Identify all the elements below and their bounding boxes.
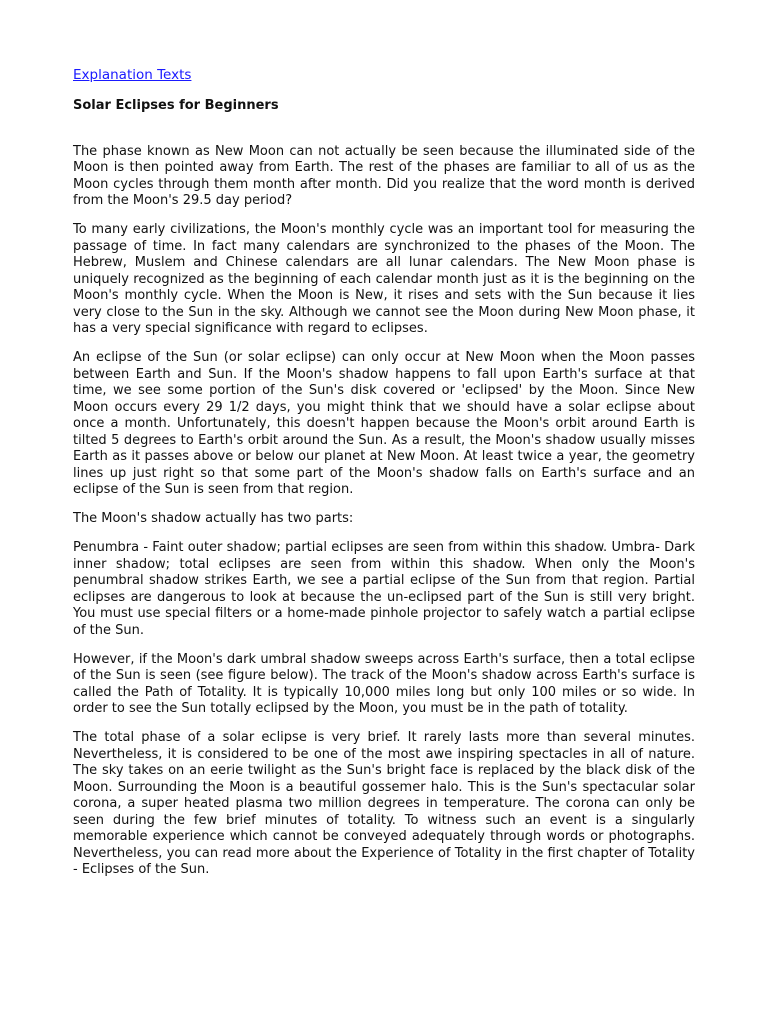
paragraph-early-civilizations: To many early civilizations, the Moon's monthly cycle was an important tool for measuring the passage of time. In fact many calendars are synchronized to the phases of the Moon. The Hebrew, Muslem and Chinese calendars are all lunar calendars. The New Moon phase is uniquely recognized as the beginning of each calendar month just as it is the beginning on the Moon's monthly cycle. When the Moon is New, it rises and sets with the Sun because it lies very close to the Sun in the sky. Although we cannot see the Moon during New Moon phase, it has a very special significance with regard to eclipses. <box>73 222 695 336</box>
paragraph-penumbra-umbra: Penumbra - Faint outer shadow; partial eclipses are seen from within this shadow. Umbra- Dark inner shadow; total eclipses are seen from within this shadow. When only the Moon's penumbral shadow strikes Earth, we see a partial eclipse of the Sun from that region. Partial eclipses are dangerous to look at because the un-eclipsed part of the Sun is still very bright. You must use special filters or a home-made pinhole projector to safely watch a partial eclipse of the Sun. <box>73 540 695 638</box>
explanation-texts-link[interactable]: Explanation Texts <box>73 67 192 83</box>
paragraph-shadow-parts: The Moon's shadow actually has two parts: <box>73 511 354 526</box>
paragraph-total-phase: The total phase of a solar eclipse is very brief. It rarely lasts more than several minutes. Nevertheless, it is considered to be one of the most awe inspiring spectacles in all of nature. The sky takes on an eerie twilight as the Sun's bright face is replaced by the black disk of the Moon. Surrounding the Moon is a beautiful gossemer halo. This is the Sun's spectacular solar corona, a super heated plasma two million degrees in temperature. The corona can only be seen during the few brief minutes of totality. To witness such an event is a singularly memorable experience which cannot be conveyed adequately through words or photographs. Nevertheless, you can read more about the Experience of Totality in the first chapter of Totality - Eclipses of the Sun. <box>73 730 695 877</box>
document-page <box>73 66 695 891</box>
document-body <box>73 144 695 879</box>
document-title: Solar Eclipses for Beginners <box>73 97 279 113</box>
paragraph-solar-eclipse: An eclipse of the Sun (or solar eclipse) can only occur at New Moon when the Moon passes between Earth and Sun. If the Moon's shadow happens to fall upon Earth's surface at that time, we see some portion of the Sun's disk covered or 'eclipsed' by the Moon. Since New Moon occurs every 29 1/2 days, you might think that we should have a solar eclipse about once a month. Unfortunately, this doesn't happen because the Moon's orbit around Earth is tilted 5 degrees to Earth's orbit around the Sun. As a result, the Moon's shadow usually misses Earth as it passes above or below our planet at New Moon. At least twice a year, the geometry lines up just right so that some part of the Moon's shadow falls on Earth's surface and an eclipse of the Sun is seen from that region. <box>73 350 695 497</box>
paragraph-path-of-totality: However, if the Moon's dark umbral shadow sweeps across Earth's surface, then a total eclipse of the Sun is seen (see figure below). The track of the Moon's shadow across Earth's surface is called the Path of Totality. It is typically 10,000 miles long but only 100 miles or so wide. In order to see the Sun totally eclipsed by the Moon, you must be in the path of totality. <box>73 651 695 716</box>
paragraph-new-moon: The phase known as New Moon can not actually be seen because the illuminated side of the Moon is then pointed away from Earth. The rest of the phases are familiar to all of us as the Moon cycles through them month after month. Did you realize that the word month is derived from the Moon's 29.5 day period? <box>73 143 695 208</box>
